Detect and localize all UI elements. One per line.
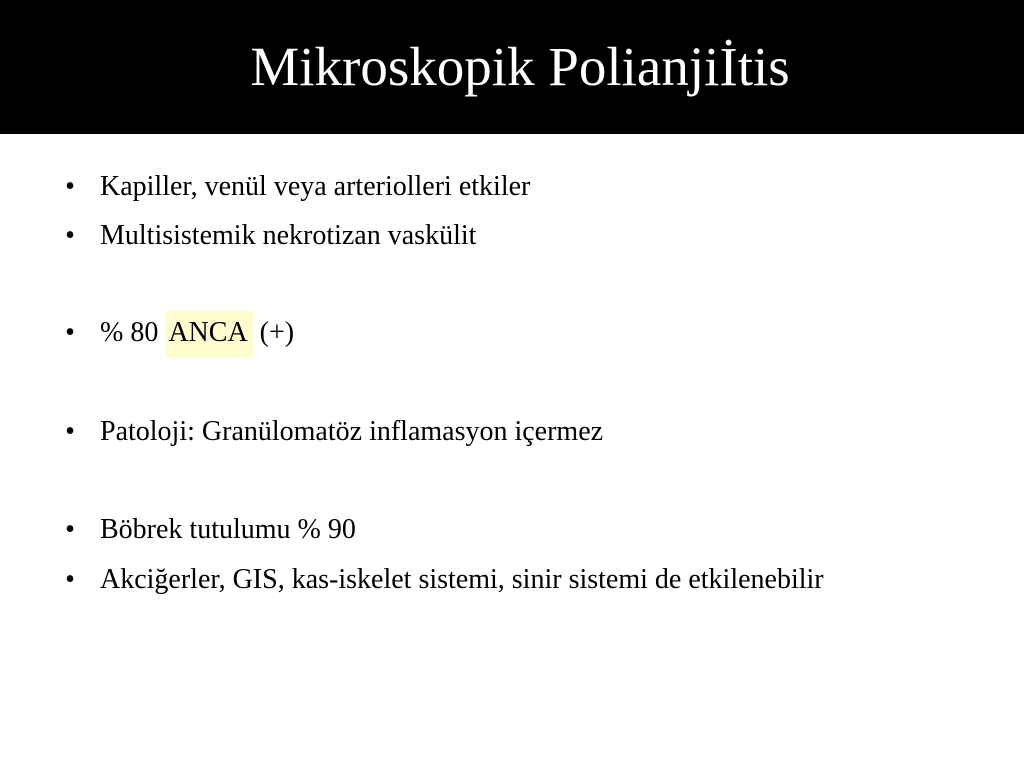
bullet-icon: • [65, 416, 75, 447]
bullet-icon: • [65, 564, 75, 595]
anca-prefix-text: % 80 [100, 317, 166, 348]
list-item-vasculitis [65, 216, 860, 256]
bullet-text: Böbrek tutulumu % 90 [100, 514, 356, 545]
anca-suffix-text: (+) [252, 317, 295, 348]
bullet-text: Akciğerler, GIS, kas-iskelet sistemi, sinir sistemi de etkilenebilir [100, 564, 824, 595]
bullet-text: Patoloji: Granülomatöz inflamasyon içermez [100, 416, 604, 447]
bullet-icon: • [65, 317, 75, 348]
bullet-icon: • [65, 171, 75, 202]
list-item-organs [65, 560, 860, 600]
slide-title: Mikroskopik Polianjiİtis [250, 36, 790, 97]
bullet-icon: • [65, 514, 75, 545]
list-item-kidney [65, 510, 860, 550]
list-item-pathology [65, 412, 860, 452]
list-item-vessels [65, 167, 860, 207]
bullet-icon: • [65, 220, 75, 251]
list-item-anca [65, 313, 860, 353]
anca-highlight: ANCA [165, 311, 252, 358]
bullet-text: Multisistemik nekrotizan vaskülit [100, 220, 477, 251]
bullet-text: Kapiller, venül veya arteriolleri etkiler [100, 171, 531, 202]
